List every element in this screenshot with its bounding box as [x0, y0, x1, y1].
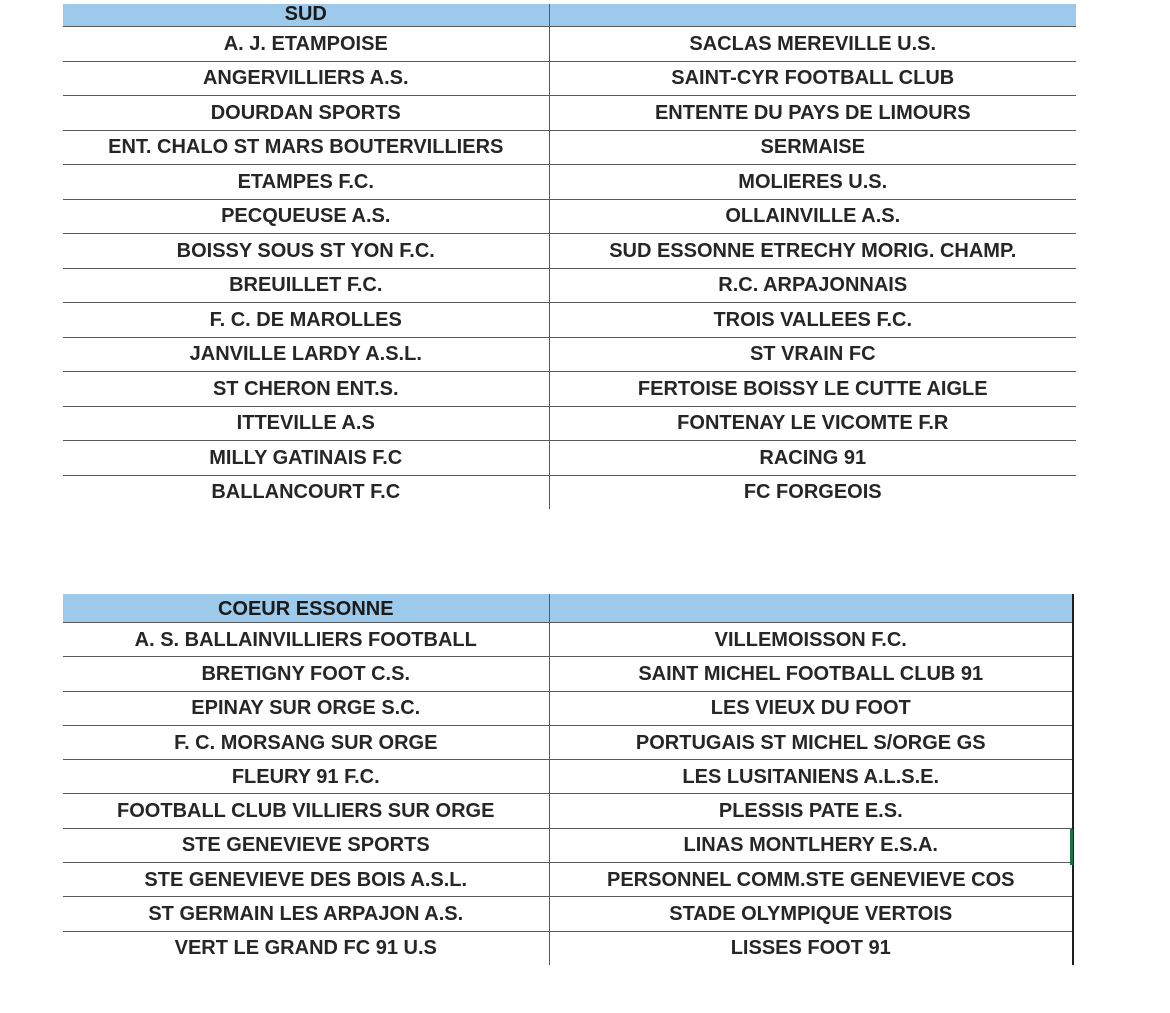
table-row — [63, 337, 1076, 372]
club-cell[interactable]: STE GENEVIEVE DES BOIS A.S.L. — [63, 863, 549, 897]
club-cell[interactable]: A. S. BALLAINVILLIERS FOOTBALL — [63, 623, 549, 657]
table-row — [63, 268, 1076, 303]
table-row — [63, 406, 1076, 441]
club-cell[interactable]: SERMAISE — [549, 130, 1076, 165]
club-cell[interactable]: BREUILLET F.C. — [63, 268, 549, 303]
club-cell[interactable]: DOURDAN SPORTS — [63, 96, 549, 131]
club-cell[interactable]: BALLANCOURT F.C — [63, 475, 549, 509]
header-cell[interactable] — [549, 4, 1076, 27]
club-cell[interactable]: VERT LE GRAND FC 91 U.S — [63, 931, 549, 965]
club-cell[interactable]: SACLAS MEREVILLE U.S. — [549, 27, 1076, 62]
club-cell[interactable]: FONTENAY LE VICOMTE F.R — [549, 406, 1076, 441]
table-row — [63, 165, 1076, 200]
club-cell[interactable]: LES VIEUX DU FOOT — [549, 691, 1073, 725]
club-cell[interactable]: ST CHERON ENT.S. — [63, 372, 549, 407]
table-row — [63, 931, 1073, 965]
table-row — [63, 863, 1073, 897]
table-row — [63, 623, 1073, 657]
table-row — [63, 475, 1076, 509]
club-cell[interactable]: LINAS MONTLHERY E.S.A. — [549, 828, 1073, 862]
club-cell[interactable]: VILLEMOISSON F.C. — [549, 623, 1073, 657]
club-cell[interactable]: MILLY GATINAIS F.C — [63, 441, 549, 476]
club-cell[interactable]: PORTUGAIS ST MICHEL S/ORGE GS — [549, 725, 1073, 759]
sud-table — [63, 4, 1076, 509]
club-cell[interactable]: OLLAINVILLE A.S. — [549, 199, 1076, 234]
table-row — [63, 96, 1076, 131]
club-cell[interactable]: EPINAY SUR ORGE S.C. — [63, 691, 549, 725]
header-cell[interactable] — [549, 595, 1073, 623]
club-cell[interactable]: FLEURY 91 F.C. — [63, 760, 549, 794]
club-cell[interactable]: RACING 91 — [549, 441, 1076, 476]
table-row — [63, 828, 1073, 862]
club-cell[interactable]: JANVILLE LARDY A.S.L. — [63, 337, 549, 372]
table-row — [63, 199, 1076, 234]
club-cell[interactable]: PECQUEUSE A.S. — [63, 199, 549, 234]
club-cell[interactable]: ETAMPES F.C. — [63, 165, 549, 200]
club-cell[interactable]: FERTOISE BOISSY LE CUTTE AIGLE — [549, 372, 1076, 407]
table-row — [63, 372, 1076, 407]
club-cell[interactable]: STADE OLYMPIQUE VERTOIS — [549, 897, 1073, 931]
table-row — [63, 27, 1076, 62]
club-cell[interactable]: SAINT MICHEL FOOTBALL CLUB 91 — [549, 657, 1073, 691]
club-cell[interactable]: PERSONNEL COMM.STE GENEVIEVE COS — [549, 863, 1073, 897]
club-cell[interactable]: TROIS VALLEES F.C. — [549, 303, 1076, 338]
club-cell[interactable]: F. C. DE MAROLLES — [63, 303, 549, 338]
table-row — [63, 794, 1073, 828]
club-cell[interactable]: ENTENTE DU PAYS DE LIMOURS — [549, 96, 1076, 131]
group-title-cell[interactable]: COEUR ESSONNE — [63, 595, 549, 623]
table-row — [63, 303, 1076, 338]
club-cell[interactable]: A. J. ETAMPOISE — [63, 27, 549, 62]
table-row — [63, 130, 1076, 165]
table-row — [63, 725, 1073, 759]
cell-selection-marker — [1070, 829, 1073, 865]
club-cell[interactable]: ENT. CHALO ST MARS BOUTERVILLIERS — [63, 130, 549, 165]
table-row — [63, 657, 1073, 691]
coeur-essonne-table — [63, 594, 1074, 965]
club-cell[interactable]: ST GERMAIN LES ARPAJON A.S. — [63, 897, 549, 931]
club-cell[interactable]: LES LUSITANIENS A.L.S.E. — [549, 760, 1073, 794]
group-title-cell[interactable]: SUD — [63, 4, 549, 27]
table-row — [63, 691, 1073, 725]
table-row — [63, 234, 1076, 269]
club-cell[interactable]: SAINT-CYR FOOTBALL CLUB — [549, 61, 1076, 96]
club-cell[interactable]: BOISSY SOUS ST YON F.C. — [63, 234, 549, 269]
table-header-row — [63, 4, 1076, 27]
table-row — [63, 61, 1076, 96]
club-cell[interactable]: ANGERVILLIERS A.S. — [63, 61, 549, 96]
club-cell[interactable]: STE GENEVIEVE SPORTS — [63, 828, 549, 862]
table-header-row — [63, 595, 1073, 623]
club-cell[interactable]: MOLIERES U.S. — [549, 165, 1076, 200]
club-cell[interactable]: ST VRAIN FC — [549, 337, 1076, 372]
club-cell[interactable]: FC FORGEOIS — [743, 481, 882, 504]
club-cell[interactable]: FOOTBALL CLUB VILLIERS SUR ORGE — [63, 794, 549, 828]
club-cell[interactable]: SUD ESSONNE ETRECHY MORIG. CHAMP. — [549, 234, 1076, 269]
club-cell[interactable]: PLESSIS PATE E.S. — [549, 794, 1073, 828]
table-row — [63, 760, 1073, 794]
club-cell[interactable]: R.C. ARPAJONNAIS — [549, 268, 1076, 303]
table-row — [63, 897, 1073, 931]
club-cell[interactable]: ITTEVILLE A.S — [63, 406, 549, 441]
club-cell[interactable]: LISSES FOOT 91 — [549, 931, 1073, 965]
club-cell[interactable]: BRETIGNY FOOT C.S. — [63, 657, 549, 691]
table-row — [63, 441, 1076, 476]
club-cell[interactable]: F. C. MORSANG SUR ORGE — [63, 725, 549, 759]
